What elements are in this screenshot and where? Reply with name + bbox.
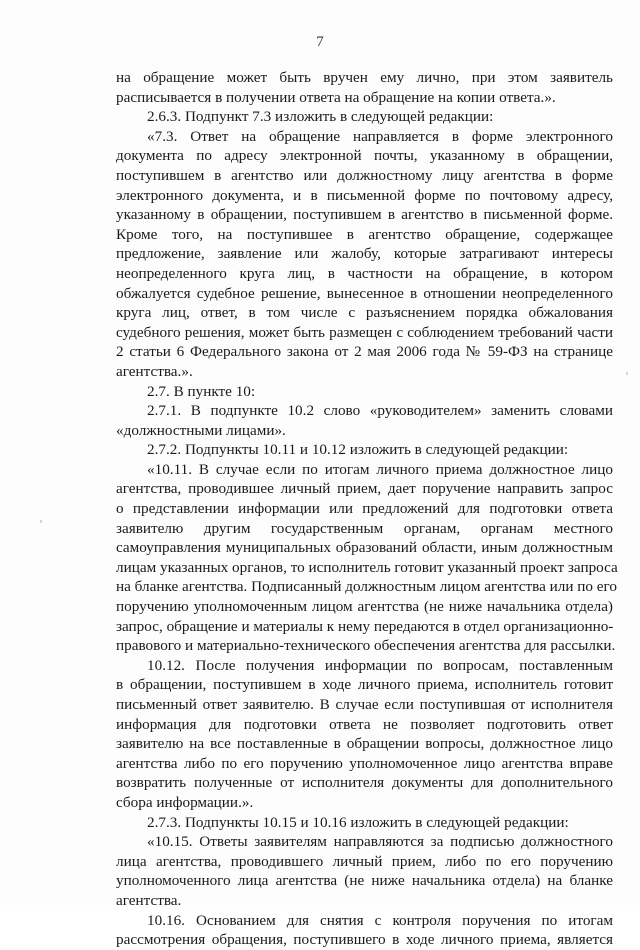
text-line: 2 статьи 6 Федерального закона от 2 мая 2006 года № 59-ФЗ на странице — [116, 343, 613, 361]
text-line: 2.7.1. В подпункте 10.2 слово «руководителем» заменить словами — [147, 402, 613, 420]
text-line: поступившем в агентство или должностному лицу агентства в форме — [116, 166, 613, 184]
page-number: 7 — [316, 34, 324, 50]
text-line: предложение, заявление или жалобу, которые затрагивают интересы — [116, 245, 613, 263]
text-line: заявителю на все поставленные в обращении вопросы, должностное лицо — [116, 735, 613, 753]
text-line: уполномоченного лица агентства (не ниже начальника отдела) на бланке — [116, 872, 613, 890]
text-line: расписывается в получении ответа на обращение на копии ответа.». — [116, 88, 556, 106]
text-line: поручению уполномоченным лицом агентства (не ниже начальника отдела) — [116, 598, 613, 616]
text-line: 10.12. После получения информации по вопросам, поставленным — [147, 656, 613, 674]
text-line: 10.16. Основанием для снятия с контроля поручения по итогам — [147, 911, 613, 929]
text-line: о представлении информации или предложений для подготовки ответа — [116, 500, 613, 518]
text-line: судебного решения, может быть размещен с соблюдением требований части — [116, 323, 613, 341]
text-line: самоуправления муниципальных образований области, иным должностным — [116, 539, 613, 557]
text-line: обжалуется судебное решение, вынесенное в отношении неопределенного — [116, 284, 613, 302]
text-line: круга лиц, ответ, в том числе с разъяснением порядка обжалования — [116, 304, 613, 322]
text-line: запрос, обращение и материалы к нему передаются в отдел организационно- — [116, 617, 614, 635]
text-line: заявителю другим государственным органам, органам местного — [116, 519, 613, 537]
text-line: электронного документа, и в письменной форме по почтовому адресу, — [116, 186, 613, 204]
text-line: 2.7.3. Подпункты 10.15 и 10.16 изложить в следующей редакции: — [147, 813, 569, 831]
text-line: правового и материально-технического обеспечения агентства для рассылки. — [116, 637, 616, 655]
text-line: 2.7. В пункте 10: — [147, 382, 256, 400]
text-line: документа по адресу электронной почты, указанному в обращении, — [116, 147, 613, 165]
text-line: на обращение может быть вручен ему лично, при этом заявитель — [116, 69, 613, 86]
text-line: Кроме того, на поступившее в агентство обращение, содержащее — [116, 225, 613, 243]
text-line: 2.6.3. Подпункт 7.3 изложить в следующей редакции: — [147, 108, 494, 126]
text-line: «10.11. В случае если по итогам личного приема должностное лицо — [147, 460, 613, 478]
text-line: возвратить полученные от исполнителя документы для дополнительного — [116, 774, 613, 792]
text-line: 2.7.2. Подпункты 10.11 и 10.12 изложить в следующей редакции: — [147, 441, 569, 459]
text-line: сбора информации.». — [116, 793, 254, 811]
text-line: лица агентства, проводившего личный прием, либо по его поручению — [116, 852, 613, 870]
text-line: на бланке агентства. Подписанный должностным лицом агентства или по его — [116, 578, 617, 596]
text-line: «должностными лицами». — [116, 421, 286, 439]
text-line: агентства.». — [116, 362, 193, 380]
text-line: указанному в обращении, поступившем в агентство в письменной форме. — [116, 206, 613, 224]
text-line: лицам указанных органов, то исполнитель готовит указанный проект запроса — [116, 558, 618, 576]
text-line: в обращении, поступившем в ходе личного приема, исполнитель готовит — [116, 676, 613, 694]
document-body — [116, 68, 618, 950]
text-line: «10.15. Ответы заявителям направляются за подписью должностного — [147, 833, 613, 851]
text-line: информация для подготовки ответа не позволяет подготовить ответ — [116, 715, 613, 733]
scan-mark — [626, 372, 628, 375]
text-line: рассмотрения обращения, поступившего в ходе личного приема, является — [116, 931, 613, 949]
text-line: агентства. — [116, 891, 182, 909]
text-line: неопределенного круга лиц, в частности на обращение, в котором — [116, 264, 613, 282]
text-line: агентства либо по его поручению уполномоченное лицо агентства вправе — [116, 754, 613, 772]
text-line: письменный ответ заявителю. В случае если поступившая от исполнителя — [116, 696, 613, 713]
scan-mark — [40, 520, 42, 523]
text-line: «7.3. Ответ на обращение направляется в форме электронного — [147, 127, 613, 145]
text-line: агентства, проводившее личный прием, дает поручение направить запрос — [116, 480, 613, 498]
